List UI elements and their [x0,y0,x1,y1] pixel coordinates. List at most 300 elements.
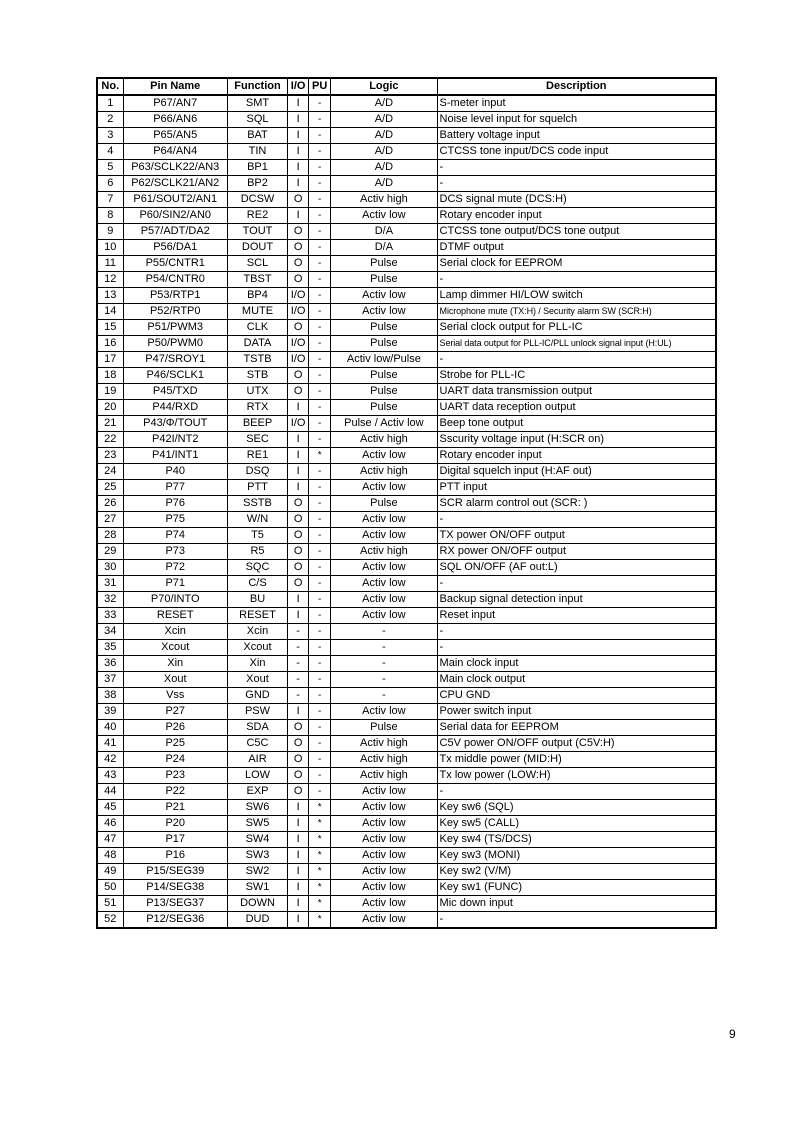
cell-no: 5 [97,160,123,176]
cell-description: - [437,176,716,192]
cell-function: TSTB [227,352,287,368]
cell-function: SMT [227,95,287,112]
cell-function: SW5 [227,816,287,832]
cell-no: 10 [97,240,123,256]
cell-description: Serial clock output for PLL-IC [437,320,716,336]
cell-pin-name: P43/Φ/TOUT [123,416,227,432]
cell-description: - [437,272,716,288]
cell-no: 25 [97,480,123,496]
table-row [97,528,716,544]
cell-logic: - [331,688,437,704]
cell-pin-name: P12/SEG36 [123,912,227,929]
cell-io: I [288,128,309,144]
cell-pin-name: P62/SCLK21/AN2 [123,176,227,192]
table-row [97,640,716,656]
cell-description: - [437,784,716,800]
cell-io: I [288,832,309,848]
cell-pin-name: P54/CNTR0 [123,272,227,288]
cell-pin-name: P52/RTP0 [123,304,227,320]
cell-description: Tx low power (LOW:H) [437,768,716,784]
table-row [97,912,716,929]
cell-io: I/O [288,416,309,432]
cell-pin-name: P15/SEG39 [123,864,227,880]
cell-pin-name: P20 [123,816,227,832]
cell-no: 52 [97,912,123,929]
cell-pin-name: P14/SEG38 [123,880,227,896]
cell-io: I/O [288,304,309,320]
pin-assignment-table [96,77,717,929]
cell-io: I [288,448,309,464]
cell-pu: - [309,624,331,640]
table-row [97,896,716,912]
cell-io: O [288,368,309,384]
cell-function: SW6 [227,800,287,816]
cell-pu: - [309,384,331,400]
cell-pu: - [309,400,331,416]
table-row [97,304,716,320]
cell-function: BP4 [227,288,287,304]
table-row [97,560,716,576]
cell-pu: - [309,160,331,176]
cell-io: I [288,480,309,496]
cell-pu: - [309,256,331,272]
cell-logic: Activ high [331,752,437,768]
cell-pin-name: Xcin [123,624,227,640]
cell-no: 24 [97,464,123,480]
cell-pu: - [309,784,331,800]
cell-logic: Pulse [331,256,437,272]
cell-no: 12 [97,272,123,288]
cell-pin-name: P56/DA1 [123,240,227,256]
cell-io: O [288,768,309,784]
cell-logic: - [331,640,437,656]
cell-pin-name: P72 [123,560,227,576]
cell-io: I [288,95,309,112]
cell-pin-name: P23 [123,768,227,784]
cell-pin-name: P74 [123,528,227,544]
table-row [97,496,716,512]
cell-pin-name: P16 [123,848,227,864]
cell-pin-name: P42I/NT2 [123,432,227,448]
cell-pin-name: Xcout [123,640,227,656]
cell-no: 30 [97,560,123,576]
table-header-row [97,78,716,95]
cell-no: 33 [97,608,123,624]
cell-no: 13 [97,288,123,304]
cell-function: DUD [227,912,287,929]
cell-pin-name: P77 [123,480,227,496]
cell-logic: Pulse [331,720,437,736]
table-row [97,160,716,176]
cell-pu: - [309,752,331,768]
table-row [97,688,716,704]
cell-io: I [288,880,309,896]
cell-logic: A/D [331,144,437,160]
table-row [97,880,716,896]
table-row [97,320,716,336]
cell-io: I/O [288,352,309,368]
cell-pu: - [309,320,331,336]
cell-io: O [288,736,309,752]
cell-io: - [288,672,309,688]
cell-pu: - [309,432,331,448]
cell-logic: Activ low [331,880,437,896]
cell-description: Battery voltage input [437,128,716,144]
cell-pin-name: P60/SIN2/AN0 [123,208,227,224]
table-row [97,720,716,736]
cell-pin-name: P64/AN4 [123,144,227,160]
cell-description: Main clock output [437,672,716,688]
cell-logic: Pulse [331,272,437,288]
cell-no: 43 [97,768,123,784]
cell-description: S-meter input [437,95,716,112]
cell-io: I/O [288,288,309,304]
cell-description: - [437,640,716,656]
table-row [97,95,716,112]
cell-logic: Activ low [331,288,437,304]
cell-description: Serial data for EEPROM [437,720,716,736]
table-row [97,608,716,624]
cell-description: - [437,160,716,176]
cell-function: BEEP [227,416,287,432]
cell-io: O [288,320,309,336]
cell-pu: * [309,896,331,912]
table-row [97,240,716,256]
cell-function: DCSW [227,192,287,208]
cell-description: CTCSS tone output/DCS tone output [437,224,716,240]
cell-logic: Activ low [331,912,437,929]
cell-description: Lamp dimmer HI/LOW switch [437,288,716,304]
cell-pin-name: P21 [123,800,227,816]
cell-function: UTX [227,384,287,400]
cell-description: Key sw4 (TS/DCS) [437,832,716,848]
cell-io: I/O [288,336,309,352]
cell-io: - [288,688,309,704]
cell-logic: Activ low [331,304,437,320]
table-row [97,400,716,416]
cell-pu: - [309,672,331,688]
cell-io: O [288,192,309,208]
cell-pin-name: P71 [123,576,227,592]
cell-no: 32 [97,592,123,608]
cell-description: - [437,576,716,592]
cell-description: TX power ON/OFF output [437,528,716,544]
cell-description: Tx middle power (MID:H) [437,752,716,768]
cell-logic: Activ low [331,816,437,832]
table-row [97,256,716,272]
cell-function: DATA [227,336,287,352]
cell-function: T5 [227,528,287,544]
cell-logic: Activ high [331,544,437,560]
table-row [97,112,716,128]
table-row [97,368,716,384]
cell-description: Rotary encoder input [437,448,716,464]
cell-pu: * [309,912,331,929]
cell-description: Power switch input [437,704,716,720]
cell-pin-name: P44/RXD [123,400,227,416]
cell-function: LOW [227,768,287,784]
cell-logic: - [331,656,437,672]
cell-function: SCL [227,256,287,272]
table-row [97,592,716,608]
cell-pu: - [309,480,331,496]
cell-function: GND [227,688,287,704]
cell-no: 2 [97,112,123,128]
cell-pin-name: P25 [123,736,227,752]
cell-io: O [288,784,309,800]
cell-function: RE1 [227,448,287,464]
header-function: Function [227,78,287,95]
cell-no: 23 [97,448,123,464]
table-row [97,784,716,800]
table-row [97,752,716,768]
table-row [97,624,716,640]
header-pin-name: Pin Name [123,78,227,95]
cell-pu: - [309,95,331,112]
cell-function: W/N [227,512,287,528]
cell-description: Main clock input [437,656,716,672]
cell-logic: A/D [331,160,437,176]
cell-logic: A/D [331,176,437,192]
cell-pin-name: RESET [123,608,227,624]
cell-logic: Activ low [331,592,437,608]
cell-pu: - [309,128,331,144]
cell-pin-name: P55/CNTR1 [123,256,227,272]
cell-io: I [288,464,309,480]
cell-io: I [288,176,309,192]
cell-no: 20 [97,400,123,416]
cell-pin-name: Vss [123,688,227,704]
cell-pu: - [309,640,331,656]
cell-pu: * [309,880,331,896]
cell-description: Strobe for PLL-IC [437,368,716,384]
cell-no: 47 [97,832,123,848]
cell-function: SEC [227,432,287,448]
cell-io: I [288,704,309,720]
cell-no: 19 [97,384,123,400]
cell-function: Xcin [227,624,287,640]
cell-description: Key sw2 (V/M) [437,864,716,880]
cell-logic: Activ low [331,528,437,544]
cell-description: DTMF output [437,240,716,256]
table-row [97,544,716,560]
header-io: I/O [288,78,309,95]
cell-pu: - [309,192,331,208]
cell-logic: Pulse / Activ low [331,416,437,432]
cell-logic: Activ low [331,896,437,912]
cell-pu: - [309,288,331,304]
cell-logic: Pulse [331,400,437,416]
cell-logic: Activ low [331,576,437,592]
table-row [97,192,716,208]
cell-description: Key sw5 (CALL) [437,816,716,832]
cell-no: 48 [97,848,123,864]
table-row [97,448,716,464]
cell-logic: Activ low [331,608,437,624]
cell-logic: Pulse [331,336,437,352]
cell-io: O [288,720,309,736]
cell-function: SQL [227,112,287,128]
cell-logic: Pulse [331,496,437,512]
cell-io: O [288,224,309,240]
cell-io: I [288,208,309,224]
cell-pu: - [309,768,331,784]
table-row [97,672,716,688]
cell-io: I [288,112,309,128]
cell-logic: Activ high [331,192,437,208]
cell-io: O [288,576,309,592]
cell-no: 14 [97,304,123,320]
table-row [97,336,716,352]
cell-pu: - [309,496,331,512]
cell-no: 50 [97,880,123,896]
cell-io: I [288,800,309,816]
cell-logic: - [331,624,437,640]
cell-function: DSQ [227,464,287,480]
cell-function: PTT [227,480,287,496]
cell-logic: Activ high [331,464,437,480]
cell-pu: - [309,144,331,160]
cell-logic: Activ low [331,704,437,720]
cell-io: I [288,592,309,608]
cell-io: I [288,864,309,880]
cell-function: TBST [227,272,287,288]
cell-pin-name: P61/SOUT2/AN1 [123,192,227,208]
cell-function: SW2 [227,864,287,880]
cell-function: AIR [227,752,287,768]
cell-no: 37 [97,672,123,688]
cell-io: - [288,624,309,640]
cell-logic: Activ low [331,448,437,464]
cell-function: SW3 [227,848,287,864]
cell-function: DOWN [227,896,287,912]
cell-pu: * [309,800,331,816]
cell-function: PSW [227,704,287,720]
cell-pu: - [309,304,331,320]
cell-description: Key sw1 (FUNC) [437,880,716,896]
cell-pin-name: P50/PWM0 [123,336,227,352]
cell-no: 26 [97,496,123,512]
cell-pu: - [309,688,331,704]
cell-no: 11 [97,256,123,272]
cell-no: 46 [97,816,123,832]
cell-function: R5 [227,544,287,560]
cell-description: Reset input [437,608,716,624]
cell-function: EXP [227,784,287,800]
cell-description: - [437,624,716,640]
cell-logic: A/D [331,112,437,128]
cell-no: 8 [97,208,123,224]
cell-io: O [288,752,309,768]
cell-pu: * [309,848,331,864]
cell-no: 45 [97,800,123,816]
cell-function: TIN [227,144,287,160]
cell-no: 34 [97,624,123,640]
cell-pu: * [309,832,331,848]
cell-description: Backup signal detection input [437,592,716,608]
cell-logic: A/D [331,95,437,112]
cell-no: 9 [97,224,123,240]
cell-pin-name: P41/INT1 [123,448,227,464]
table-row [97,848,716,864]
cell-function: C/S [227,576,287,592]
table-row [97,416,716,432]
cell-function: C5C [227,736,287,752]
cell-pin-name: P67/AN7 [123,95,227,112]
cell-io: O [288,528,309,544]
cell-pu: - [309,336,331,352]
cell-io: O [288,256,309,272]
table-row [97,384,716,400]
cell-pu: - [309,112,331,128]
cell-logic: - [331,672,437,688]
cell-pu: * [309,448,331,464]
cell-description: DCS signal mute (DCS:H) [437,192,716,208]
cell-function: SDA [227,720,287,736]
table-row [97,224,716,240]
cell-logic: A/D [331,128,437,144]
cell-description: Serial data output for PLL-IC/PLL unlock signal input (H:UL) [437,336,716,352]
cell-no: 1 [97,95,123,112]
cell-no: 40 [97,720,123,736]
cell-pu: - [309,208,331,224]
cell-pu: - [309,368,331,384]
cell-io: - [288,640,309,656]
cell-no: 42 [97,752,123,768]
cell-pin-name: P47/SROY1 [123,352,227,368]
cell-io: O [288,560,309,576]
cell-pu: - [309,464,331,480]
cell-description: Digital squelch input (H:AF out) [437,464,716,480]
cell-function: SW1 [227,880,287,896]
cell-no: 39 [97,704,123,720]
cell-pin-name: P13/SEG37 [123,896,227,912]
cell-description: UART data reception output [437,400,716,416]
cell-logic: Activ low [331,800,437,816]
cell-no: 28 [97,528,123,544]
cell-description: RX power ON/OFF output [437,544,716,560]
table-row [97,816,716,832]
cell-function: SSTB [227,496,287,512]
cell-function: MUTE [227,304,287,320]
cell-pin-name: P75 [123,512,227,528]
header-logic: Logic [331,78,437,95]
table-row [97,288,716,304]
cell-description: C5V power ON/OFF output (C5V:H) [437,736,716,752]
cell-no: 38 [97,688,123,704]
cell-pin-name: P53/RTP1 [123,288,227,304]
cell-pu: - [309,704,331,720]
cell-pin-name: P24 [123,752,227,768]
cell-io: O [288,384,309,400]
cell-description: Beep tone output [437,416,716,432]
cell-description: Rotary encoder input [437,208,716,224]
cell-logic: Activ low [331,832,437,848]
cell-logic: Pulse [331,320,437,336]
cell-no: 18 [97,368,123,384]
table-row [97,352,716,368]
cell-no: 6 [97,176,123,192]
table-row [97,272,716,288]
cell-description: SCR alarm control out (SCR: ) [437,496,716,512]
table-row [97,656,716,672]
cell-pin-name: P63/SCLK22/AN3 [123,160,227,176]
cell-logic: Activ low [331,784,437,800]
table-row [97,144,716,160]
cell-pu: - [309,416,331,432]
table-row [97,736,716,752]
cell-description: PTT input [437,480,716,496]
